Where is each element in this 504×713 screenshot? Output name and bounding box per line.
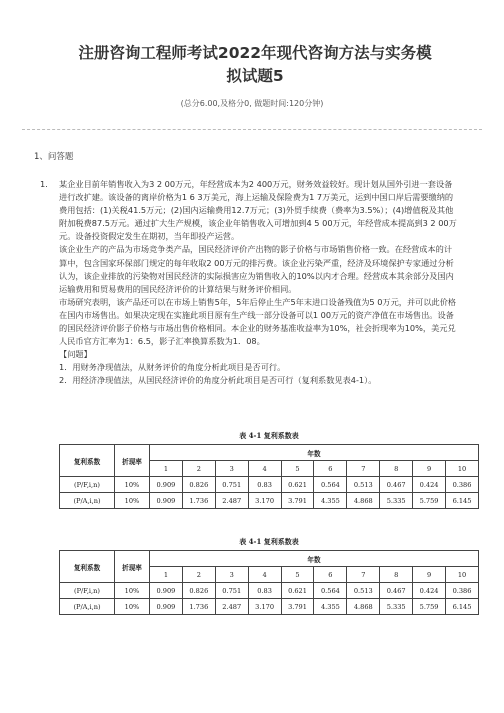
exam-meta: (总分6.00,及格分0, 做题时间:120分钟)	[180, 99, 324, 108]
question-number: 1.	[40, 179, 48, 189]
year-cell: 6	[314, 567, 347, 583]
value-cell: 4.355	[314, 599, 347, 615]
doc-title-line1: 注册咨询工程师考试2022年现代咨询方法与实务模	[78, 44, 432, 62]
value-cell: 2.487	[215, 493, 248, 509]
year-cell: 7	[347, 567, 380, 583]
year-cell: 6	[314, 461, 347, 477]
year-cell: 4	[248, 461, 281, 477]
value-cell: 0.909	[150, 493, 183, 509]
value-cell: 0.386	[446, 583, 479, 599]
value-cell: 0.564	[314, 583, 347, 599]
header-years: 年数	[150, 551, 479, 567]
value-cell: 3.791	[281, 599, 314, 615]
value-cell: 0.467	[380, 583, 413, 599]
value-cell: 0.83	[248, 583, 281, 599]
value-cell: 0.564	[314, 477, 347, 493]
rate-cell: 10%	[115, 583, 150, 599]
question-paragraph: 市场研究表明，该产品还可以在市场上销售5年，5年后停止生产5年末进口设备残值为5 0万元，并可以此价格在国内市场售出。如果决定现在实施此项目原有生产线一部分设备可以1 00万元的资产净值在市场售出。设备的国民经济评价影子价格与市场出售价格相同。本企业的财务基准收益率为10%，社会折现率为10%，美元兑人民币官方汇率为1：6.5，影子汇率换算系数为1．08。	[59, 296, 457, 347]
value-cell: 1.736	[182, 493, 215, 509]
question-item: 1．用财务净现值法，从财务评价的角度分析此项目是否可行。	[59, 362, 286, 373]
value-cell: 0.424	[413, 477, 446, 493]
header-years: 年数	[150, 445, 479, 461]
compound-factor-table	[59, 444, 479, 509]
year-cell: 5	[281, 461, 314, 477]
value-cell: 0.909	[150, 477, 183, 493]
value-cell: 0.83	[248, 477, 281, 493]
section-heading: 1、问答题	[34, 152, 74, 162]
year-cell: 8	[380, 567, 413, 583]
rate-cell: 10%	[115, 599, 150, 615]
question-body	[59, 178, 459, 388]
value-cell: 4.355	[314, 493, 347, 509]
value-cell: 2.487	[215, 599, 248, 615]
year-cell: 1	[150, 567, 183, 583]
value-cell: 0.909	[150, 583, 183, 599]
compound-factor-table-2	[59, 550, 479, 615]
table-caption: 表 4-1 复利系数表	[239, 431, 299, 440]
table-caption: 表 4-1 复利系数表	[239, 537, 299, 546]
value-cell: 3.791	[281, 493, 314, 509]
year-cell: 8	[380, 461, 413, 477]
year-cell: 1	[150, 461, 183, 477]
value-cell: 0.751	[215, 477, 248, 493]
value-cell: 4.868	[347, 493, 380, 509]
year-cell: 10	[446, 461, 479, 477]
year-cell: 7	[347, 461, 380, 477]
rate-cell: 10%	[115, 493, 150, 509]
value-cell: 6.145	[446, 599, 479, 615]
value-cell: 0.424	[413, 583, 446, 599]
table-row	[60, 583, 479, 599]
value-cell: 0.467	[380, 477, 413, 493]
value-cell: 0.513	[347, 477, 380, 493]
value-cell: 0.621	[281, 477, 314, 493]
year-cell: 9	[413, 567, 446, 583]
value-cell: 6.145	[446, 493, 479, 509]
year-cell: 5	[281, 567, 314, 583]
value-cell: 0.386	[446, 477, 479, 493]
value-cell: 4.868	[347, 599, 380, 615]
question-paragraph: 某企业目前年销售收入为3 2 00万元，年经营成本为2 400万元，财务效益较好。现计划从国外引进一套设备进行改扩建。该设备的离岸价格为1 6 3万美元，海上运输及保险费为1 7万美元，运到中国口岸后需要缴纳的费用包括：(1)关税41.5万元；(2)国内运输费用12.7万元；(3)外贸手续费（费率为3.5%）；(4)增值税及其他附加税费87.5万元。通过扩大生产规模，该企业年销售收入可增加到4 5 00万元，年经营成本提高到3 2 00万元。设备投资假定发生在期初，当年即投产运营。	[59, 179, 457, 242]
header-factor: 复利系数	[60, 551, 115, 583]
value-cell: 0.751	[215, 583, 248, 599]
year-cell: 2	[182, 567, 215, 583]
year-cell: 3	[215, 461, 248, 477]
question-item: 2．用经济净现值法，从国民经济评价的角度分析此项目是否可行（复利系数见表4-1）。	[59, 375, 377, 386]
value-cell: 1.736	[182, 599, 215, 615]
year-cell: 10	[446, 567, 479, 583]
table-gap	[59, 509, 479, 534]
tables-area	[59, 428, 479, 615]
value-cell: 5.335	[380, 599, 413, 615]
factor-label: (P/A,i,n)	[60, 599, 115, 615]
value-cell: 3.170	[248, 599, 281, 615]
question-heading: 【问题】	[59, 349, 92, 360]
rate-cell: 10%	[115, 477, 150, 493]
value-cell: 5.759	[413, 493, 446, 509]
value-cell: 5.335	[380, 493, 413, 509]
factor-label: (P/A,i,n)	[60, 493, 115, 509]
divider	[22, 129, 482, 130]
table-row	[60, 477, 479, 493]
year-cell: 3	[215, 567, 248, 583]
value-cell: 5.759	[413, 599, 446, 615]
value-cell: 0.513	[347, 583, 380, 599]
factor-label: (P/F,i,n)	[60, 477, 115, 493]
table-row	[60, 599, 479, 615]
year-cell: 4	[248, 567, 281, 583]
header-rate: 折现率	[115, 551, 150, 583]
header-factor: 复利系数	[60, 445, 115, 477]
doc-title-line2: 拟试题5	[226, 67, 284, 85]
header-rate: 折现率	[115, 445, 150, 477]
value-cell: 0.826	[182, 477, 215, 493]
question-paragraph: 该企业生产的产品为市场竞争类产品，国民经济评价产出物的影子价格与市场销售价格一致。在经营成本的计算中，包含国家环保部门规定的每年收取2 00万元的排污费。该企业污染严重，经济及环境保护专家通过分析认为，该企业排放的污染物对国民经济的实际损害应为销售收入的10%以内才合理。经营成本其余部分及国内运输费用和贸易费用的国民经济评价的计算结果与财务评价相同。	[59, 244, 454, 294]
year-cell: 2	[182, 461, 215, 477]
value-cell: 0.826	[182, 583, 215, 599]
year-cell: 9	[413, 461, 446, 477]
value-cell: 0.621	[281, 583, 314, 599]
value-cell: 0.909	[150, 599, 183, 615]
table-row	[60, 493, 479, 509]
doc-title	[40, 42, 470, 88]
factor-label: (P/F,i,n)	[60, 583, 115, 599]
value-cell: 3.170	[248, 493, 281, 509]
